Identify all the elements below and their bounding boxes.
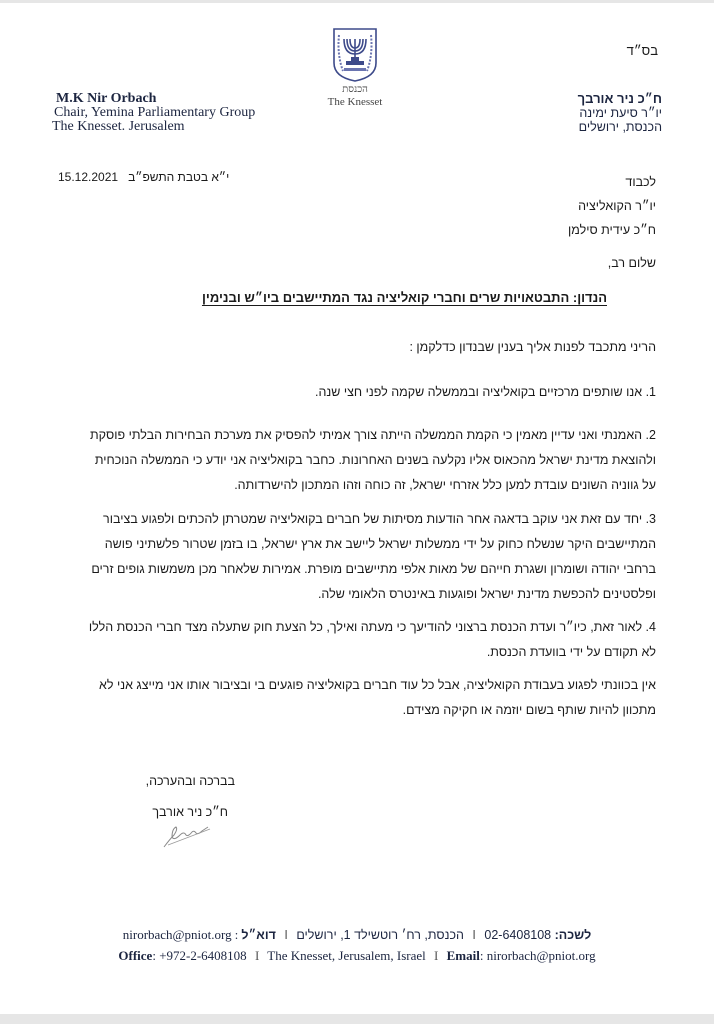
addressee-block: [568, 170, 656, 242]
addressee-name: ח״כ עידית סילמן: [567, 223, 656, 237]
text-line: 1. אנו שותפים מרכזיים בקואליציה ובממשלה שקמה לפני חצי שנה.: [315, 385, 656, 399]
paragraph-2: [56, 423, 656, 498]
mk-location-hebrew: הכנסת, ירושלים: [578, 120, 662, 134]
footer-address-en: The Knesset, Jerusalem, Israel: [267, 948, 426, 963]
text-line: 3. יחד עם זאת אני עוקב בדאגה אחר הודעות מסיתות של חברים בקואליציה שמטרתן להכתים ולפגוע בציבור: [103, 512, 656, 526]
mk-location-english: The Knesset. Jerusalem: [52, 119, 185, 134]
footer-email-label-he: דוא״ל: [241, 928, 276, 942]
addressee-honorific: לכבוד: [625, 175, 656, 189]
letter-date: [58, 170, 229, 184]
greeting: שלום רב,: [607, 256, 656, 270]
footer-phone-he: 02-6408108: [484, 928, 552, 942]
footer-office-label-he: לשכה:: [554, 928, 592, 942]
paragraph-4: [56, 615, 656, 665]
footer-separator: I: [434, 948, 439, 963]
hebrew-letterhead: [578, 92, 662, 134]
footer-email-label-en: Email: [446, 948, 480, 963]
text-line: לא תקודם על ידי בוועדת הכנסת.: [486, 645, 656, 659]
footer-separator: I: [472, 928, 476, 942]
mk-title-english: Chair, Yemina Parliamentary Group: [54, 105, 256, 120]
footer-separator: I: [254, 948, 260, 963]
footer-hebrew: nirorbach@pniot.org : דוא״ל I הכנסת, רח׳ רוטשילד 1, ירושלים I 02-6408108 לשכה:: [122, 927, 592, 942]
paragraph-1: [56, 380, 656, 405]
english-letterhead: [52, 92, 255, 134]
footer-email-he[interactable]: nirorbach@pniot.org: [122, 927, 232, 942]
footer-office-label-en: Office: [118, 948, 153, 963]
footer-address-he: הכנסת, רח׳ רוטשילד 1, ירושלים: [296, 928, 464, 942]
letter-page: [0, 3, 714, 1014]
text-line: 2. האמנתי ואני עדיין מאמין כי הקמת הממשלה הייתה צורך אמיתי להפסיק את מערכת הבחירות הבלתי פוסקת: [90, 428, 656, 442]
paragraph-5: [56, 673, 656, 723]
intro-paragraph: הריני מתכבד לפנות אליך בענין שבנדון כדלקמן :: [409, 340, 656, 354]
bsd-mark: בס״ד: [626, 43, 658, 58]
text-line: המתיישבים היקר שנשלח כחוק על ידי ממשלות ישראל ליישב את ארץ ישראל, בו בזמן שטרור פלשתיני פושה: [104, 537, 656, 551]
handwritten-signature-icon: [160, 821, 220, 851]
hebrew-date: י״א בטבת התשפ״ב: [128, 170, 230, 184]
text-line: על גווניה השונים עובדת למען כלל אזרחי ישראל, זה כוחה וזהו המתכון להישרדותה.: [234, 478, 656, 492]
footer-email-en[interactable]: nirorbach@pniot.org: [486, 948, 596, 963]
paragraph-3: [56, 507, 656, 607]
knesset-label-english: The Knesset: [327, 96, 383, 108]
addressee-title: יו״ר הקואליציה: [578, 199, 656, 213]
mk-title-hebrew: יו״ר סיעת ימינה: [579, 106, 662, 120]
footer-separator: I: [284, 928, 288, 942]
text-line: ברחבי יהודה ושומרון ושגרת חייהם של מאות אלפי מתיישבים מופרת. אמירות שלאחר מכן משמשות גופים זרים: [91, 562, 656, 576]
text-line: ולהוצאת מדינת ישראל מהכאוס אליו נקלעה בשנים האחרונות. כחבר בקואליציה אני יודע כי הממשלה הנוכחית: [94, 453, 656, 467]
mk-name-english: M.K Nir Orbach: [56, 91, 157, 106]
signer-name: ח״כ ניר אורבך: [152, 805, 228, 819]
text-line: מתכוון להיות שותף בשום יוזמה או חקיקה מצידם.: [402, 703, 656, 717]
text-line: אין בכוונתי לפגוע בעבודת הקואליציה, אבל כל עוד חברים בקואליציה פוגעים בי ובציבור אותו אני מייצג אני לא: [99, 678, 656, 692]
footer-phone-en: +972-2-6408108: [159, 948, 247, 963]
knesset-emblem-icon: [330, 27, 380, 83]
knesset-label-hebrew: הכנסת: [342, 84, 368, 95]
text-line: ופלסטינים להכפשת מדינת ישראל ופוגעות באינטרס הלאומי שלה.: [317, 587, 656, 601]
text-line: 4. לאור זאת, כיו״ר ועדת הכנסת ברצוני להודיעך כי מעתה ואילך, כל הצעת חוק שתעלה מצד חברי הכנסת הללו: [88, 620, 656, 634]
mk-name-hebrew: ח״כ ניר אורבך: [577, 91, 662, 106]
closing-salutation: בברכה ובהערכה,: [145, 774, 235, 788]
footer-english: Office: +972-2-6408108 I The Knesset, Jerusalem, Israel I Email: nirorbach@pniot.org: [118, 948, 596, 963]
subject-line: הנדון: התבטאויות שרים וחברי קואליציה נגד המתיישבים ביו״ש ובנימין: [201, 290, 607, 305]
gregorian-date: 15.12.2021: [58, 170, 119, 184]
